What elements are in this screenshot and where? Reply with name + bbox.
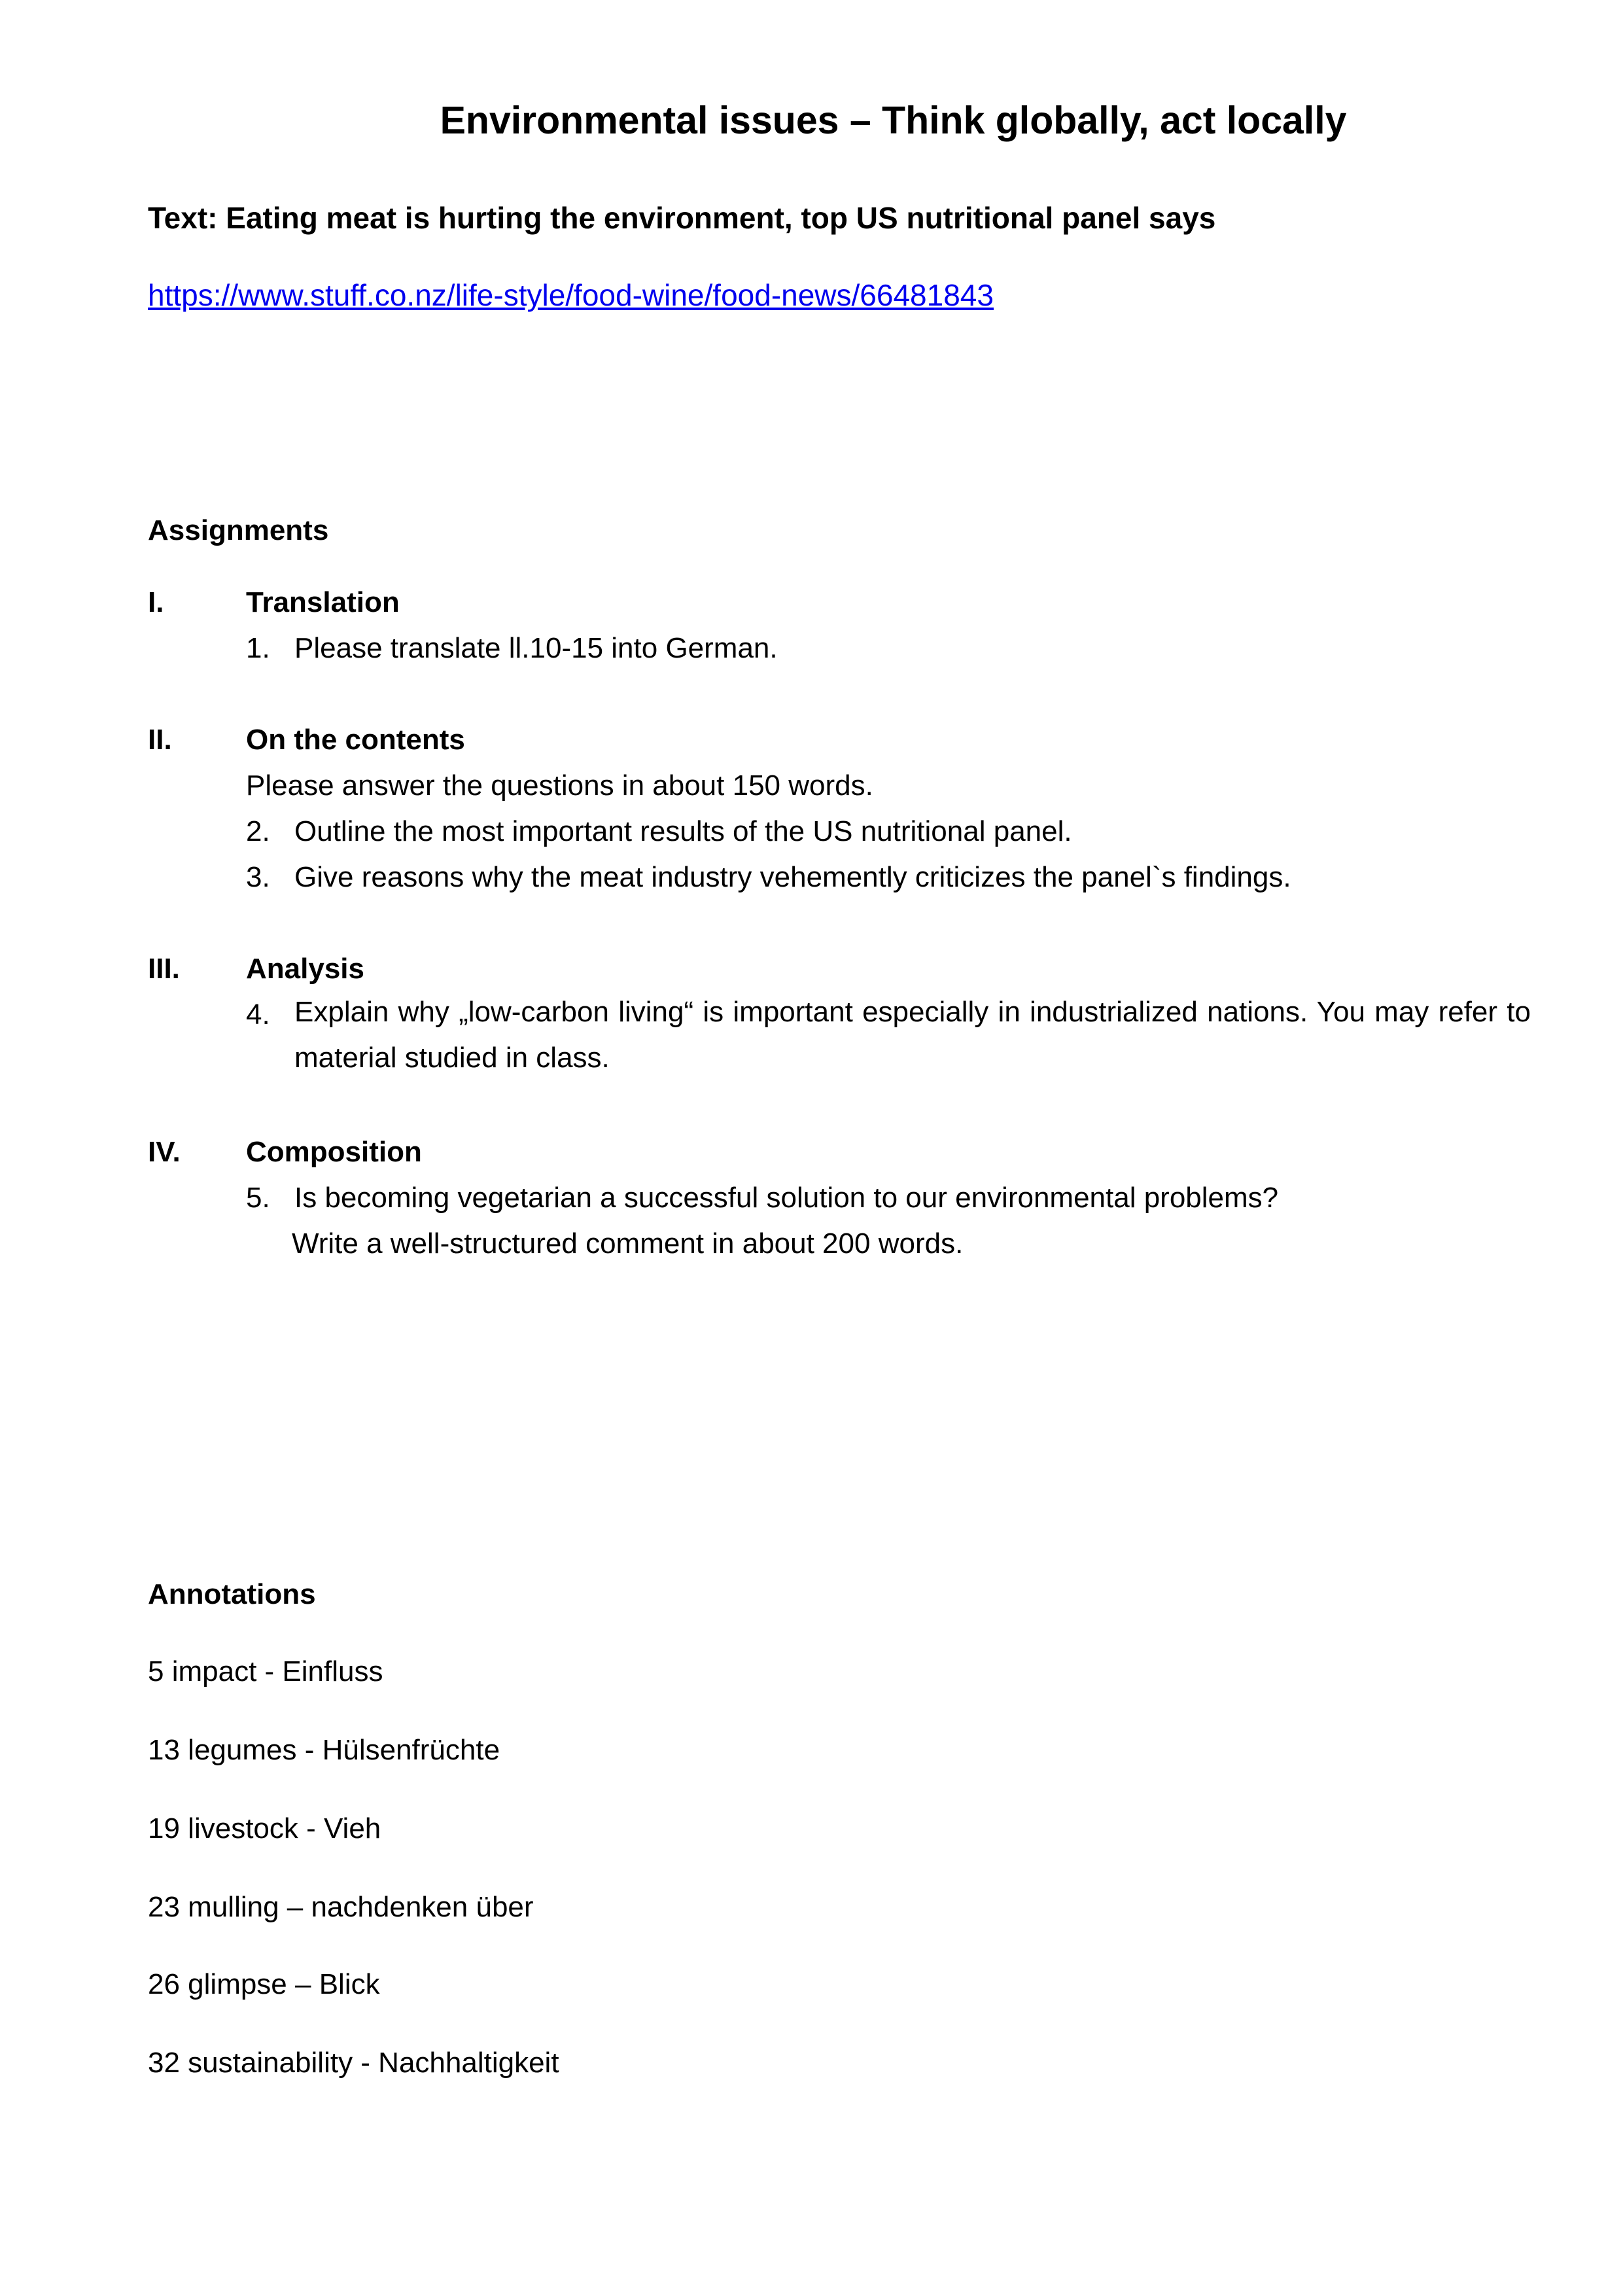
page-title: Environmental issues – Think globally, act locally [440, 99, 1347, 142]
task-number: 4. [246, 998, 270, 1031]
section-numeral: III. [148, 953, 180, 985]
section-title-contents: On the contents [246, 724, 465, 756]
section-title-analysis: Analysis [246, 953, 364, 985]
source-prefix: Text: [148, 201, 218, 235]
source-line [148, 200, 1215, 236]
task-number: 2. [246, 815, 270, 847]
annotation-item: 5 impact - Einfluss [148, 1655, 383, 1687]
annotation-item: 23 mulling – nachdenken über [148, 1891, 534, 1923]
section-intro: Please answer the questions in about 150 words. [246, 769, 873, 802]
task-text-continued: Write a well-structured comment in about 200 words. [292, 1227, 964, 1260]
task-text: Explain why „low-carbon living“ is important especially in industrialized nations. You may refer to material studied in class. [294, 996, 1531, 1074]
section-title-composition: Composition [246, 1136, 422, 1168]
section-title-translation: Translation [246, 586, 400, 618]
source-link[interactable]: https://www.stuff.co.nz/life-style/food-wine/food-news/66481843 [148, 278, 994, 312]
annotation-item: 32 sustainability - Nachhaltigkeit [148, 2047, 559, 2079]
annotation-item: 13 legumes - Hülsenfrüchte [148, 1734, 500, 1766]
annotation-item: 26 glimpse – Blick [148, 1968, 380, 2000]
task-text: Give reasons why the meat industry vehemently criticizes the panel`s findings. [294, 861, 1291, 893]
annotation-item: 19 livestock - Vieh [148, 1812, 381, 1845]
task-number: 1. [246, 632, 270, 664]
task-text: Please translate ll.10-15 into German. [294, 632, 778, 664]
section-numeral: I. [148, 586, 164, 618]
section-numeral: IV. [148, 1136, 181, 1168]
section-numeral: II. [148, 724, 172, 756]
task-text: Outline the most important results of the US nutritional panel. [294, 815, 1072, 847]
source-headline: Eating meat is hurting the environment, top US nutritional panel says [226, 201, 1216, 235]
task-number: 3. [246, 861, 270, 893]
assignments-heading: Assignments [148, 514, 329, 546]
task-number: 5. [246, 1182, 270, 1214]
task-text: Is becoming vegetarian a successful solution to our environmental problems? [294, 1182, 1279, 1214]
annotations-heading: Annotations [148, 1578, 316, 1610]
